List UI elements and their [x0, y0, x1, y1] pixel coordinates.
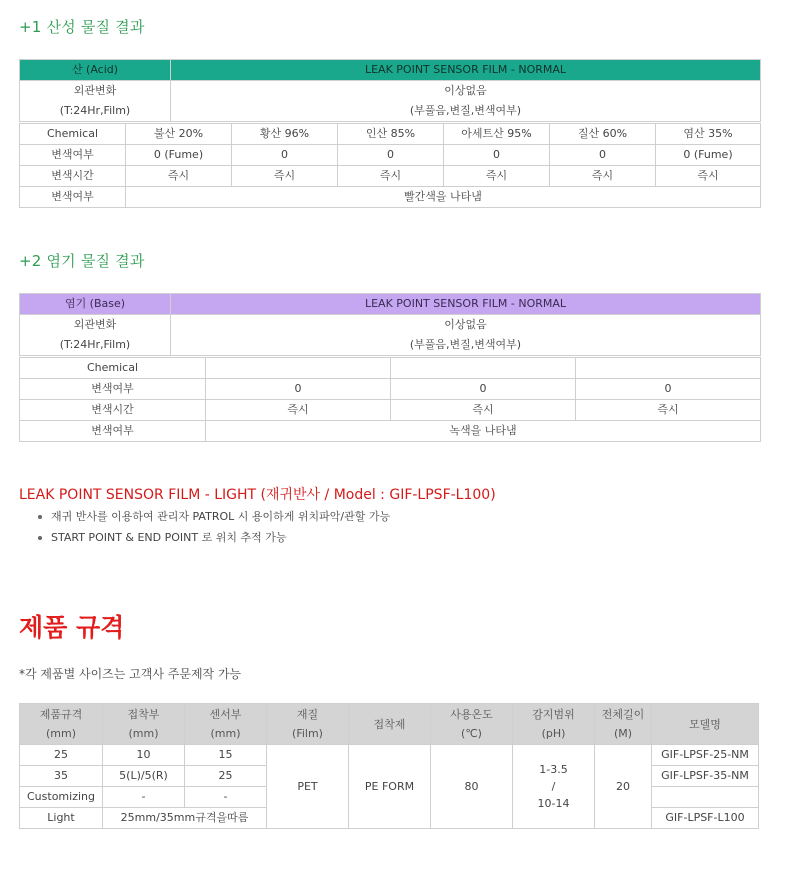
material-cell: PET — [267, 745, 349, 829]
chemical-cell — [391, 358, 576, 379]
color-result: 빨간색을 나타냄 — [126, 187, 761, 208]
appearance-value — [171, 81, 761, 122]
discolor-cell: 0 — [206, 379, 391, 400]
row-label-chemical: Chemical — [20, 124, 126, 145]
ph-low: 1-3.5 — [539, 763, 568, 776]
header-line: (mm) — [45, 727, 76, 740]
acid-header-product: LEAK POINT SENSOR FILM - NORMAL — [171, 60, 761, 81]
model-cell: GIF-LPSF-35-NM — [652, 766, 759, 787]
spec-title: 제품 규격 — [19, 613, 125, 642]
row-label-discolor: 변색여부 — [20, 145, 126, 166]
header-length — [595, 704, 652, 745]
spec-header-row — [20, 704, 759, 745]
table-row — [20, 400, 761, 421]
size-cell: Light — [20, 808, 103, 829]
temperature-cell: 80 — [431, 745, 513, 829]
header-line: (Film) — [292, 727, 323, 740]
acid-header-table — [19, 59, 761, 122]
appearance-label — [20, 315, 171, 356]
discolor-cell: 0 (Fume) — [126, 145, 232, 166]
appearance-label-line1: 외관변화 — [73, 318, 117, 331]
size-cell: Customizing — [20, 787, 103, 808]
header-ph-range — [513, 704, 595, 745]
header-temperature — [431, 704, 513, 745]
chemical-cell — [206, 358, 391, 379]
row-label-color: 변색여부 — [20, 187, 126, 208]
appearance-value-line1: 이상없음 — [444, 84, 487, 97]
row-label-time: 변색시간 — [20, 400, 206, 421]
table-row — [20, 379, 761, 400]
model-cell: GIF-LPSF-25-NM — [652, 745, 759, 766]
length-cell: 20 — [595, 745, 652, 829]
chemical-cell: 질산 60% — [550, 124, 656, 145]
time-cell: 즉시 — [206, 400, 391, 421]
bullet-text: START POINT & END POINT 로 위치 추적 가능 — [51, 531, 287, 544]
header-line: (pH) — [541, 727, 566, 740]
table-row — [20, 166, 761, 187]
table-row — [20, 124, 761, 145]
header-line: 사용온도 — [450, 708, 493, 721]
table-row — [20, 421, 761, 442]
time-cell: 즉시 — [391, 400, 576, 421]
header-line: 센서부 — [209, 708, 242, 721]
size-cell: 35 — [20, 766, 103, 787]
light-feature-list — [38, 508, 390, 550]
chemical-cell: 불산 20% — [126, 124, 232, 145]
appearance-label-line2: (T:24Hr,Film) — [59, 338, 131, 351]
row-label-discolor: 변색여부 — [20, 379, 206, 400]
chemical-cell: 황산 96% — [232, 124, 338, 145]
header-adhesive — [349, 704, 431, 745]
base-header-product: LEAK POINT SENSOR FILM - NORMAL — [171, 294, 761, 315]
header-line: (℃) — [461, 727, 482, 740]
header-sensor-part — [185, 704, 267, 745]
discolor-cell: 0 — [338, 145, 444, 166]
sensor-part-cell: - — [185, 787, 267, 808]
header-line: 재질 — [296, 708, 319, 721]
time-cell: 즉시 — [576, 400, 761, 421]
discolor-cell: 0 — [576, 379, 761, 400]
base-header-table — [19, 293, 761, 356]
sensor-part-cell: 15 — [185, 745, 267, 766]
base-results-table — [19, 357, 761, 442]
ph-range-cell — [513, 745, 595, 829]
adhesive-part-cell: 10 — [103, 745, 185, 766]
header-material — [267, 704, 349, 745]
chemical-cell: 아세트산 95% — [444, 124, 550, 145]
model-cell: GIF-LPSF-L100 — [652, 808, 759, 829]
header-line: 감지범위 — [532, 708, 575, 721]
acid-results-table — [19, 123, 761, 208]
list-item — [38, 529, 390, 550]
spec-table — [19, 703, 759, 829]
section2-title: +2 염기 물질 결과 — [19, 252, 145, 270]
header-line: 전체길이 — [601, 708, 645, 721]
acid-header-label: 산 (Acid) — [20, 60, 171, 81]
header-line: 모델명 — [689, 717, 721, 731]
row-label-time: 변색시간 — [20, 166, 126, 187]
appearance-value-line2: (부풀음,변질,변색여부) — [409, 338, 522, 351]
ph-separator: / — [551, 780, 556, 793]
header-size — [20, 704, 103, 745]
chemical-cell: 인산 85% — [338, 124, 444, 145]
table-row — [20, 745, 759, 766]
header-line: (mm) — [128, 727, 159, 740]
time-cell: 즉시 — [444, 166, 550, 187]
appearance-value-line2: (부풀음,변질,변색여부) — [409, 104, 522, 117]
ph-high: 10-14 — [537, 797, 570, 810]
table-row — [20, 358, 761, 379]
section1-title: +1 산성 물질 결과 — [19, 18, 145, 36]
appearance-value — [171, 315, 761, 356]
discolor-cell: 0 — [391, 379, 576, 400]
adhesive-part-cell: 5(L)/5(R) — [103, 766, 185, 787]
light-spec-cell: 25mm/35mm규격을따름 — [103, 808, 267, 829]
header-line: 제품규격 — [39, 708, 83, 721]
base-header-label: 염기 (Base) — [20, 294, 171, 315]
color-result: 녹색을 나타냄 — [206, 421, 761, 442]
header-line: (mm) — [210, 727, 241, 740]
header-line: (M) — [613, 727, 633, 740]
spec-note: *각 제품별 사이즈는 고객사 주문제작 가능 — [19, 667, 242, 681]
model-cell — [652, 787, 759, 808]
header-model — [652, 704, 759, 745]
time-cell: 즉시 — [338, 166, 444, 187]
table-row — [20, 145, 761, 166]
discolor-cell: 0 (Fume) — [656, 145, 761, 166]
chemical-cell — [576, 358, 761, 379]
discolor-cell: 0 — [444, 145, 550, 166]
bullet-icon — [38, 515, 42, 519]
adhesive-cell: PE FORM — [349, 745, 431, 829]
light-model-title: LEAK POINT SENSOR FILM - LIGHT (재귀반사 / Model : GIF-LPSF-L100) — [19, 487, 496, 503]
row-label-chemical: Chemical — [20, 358, 206, 379]
table-row — [20, 187, 761, 208]
discolor-cell: 0 — [232, 145, 338, 166]
header-line: 접착부 — [127, 708, 160, 721]
appearance-label — [20, 81, 171, 122]
header-line: 접착제 — [373, 717, 406, 731]
size-cell: 25 — [20, 745, 103, 766]
sensor-part-cell: 25 — [185, 766, 267, 787]
row-label-color: 변색여부 — [20, 421, 206, 442]
chemical-cell: 염산 35% — [656, 124, 761, 145]
list-item — [38, 508, 390, 529]
time-cell: 즉시 — [656, 166, 761, 187]
appearance-value-line1: 이상없음 — [444, 318, 487, 331]
bullet-text: 재귀 반사를 이용하여 관리자 PATROL 시 용이하게 위치파악/관할 가능 — [51, 510, 391, 523]
adhesive-part-cell: - — [103, 787, 185, 808]
time-cell: 즉시 — [550, 166, 656, 187]
header-adhesive-part — [103, 704, 185, 745]
bullet-icon — [38, 536, 42, 540]
appearance-label-line2: (T:24Hr,Film) — [59, 104, 131, 117]
time-cell: 즉시 — [126, 166, 232, 187]
time-cell: 즉시 — [232, 166, 338, 187]
discolor-cell: 0 — [550, 145, 656, 166]
appearance-label-line1: 외관변화 — [73, 84, 117, 97]
